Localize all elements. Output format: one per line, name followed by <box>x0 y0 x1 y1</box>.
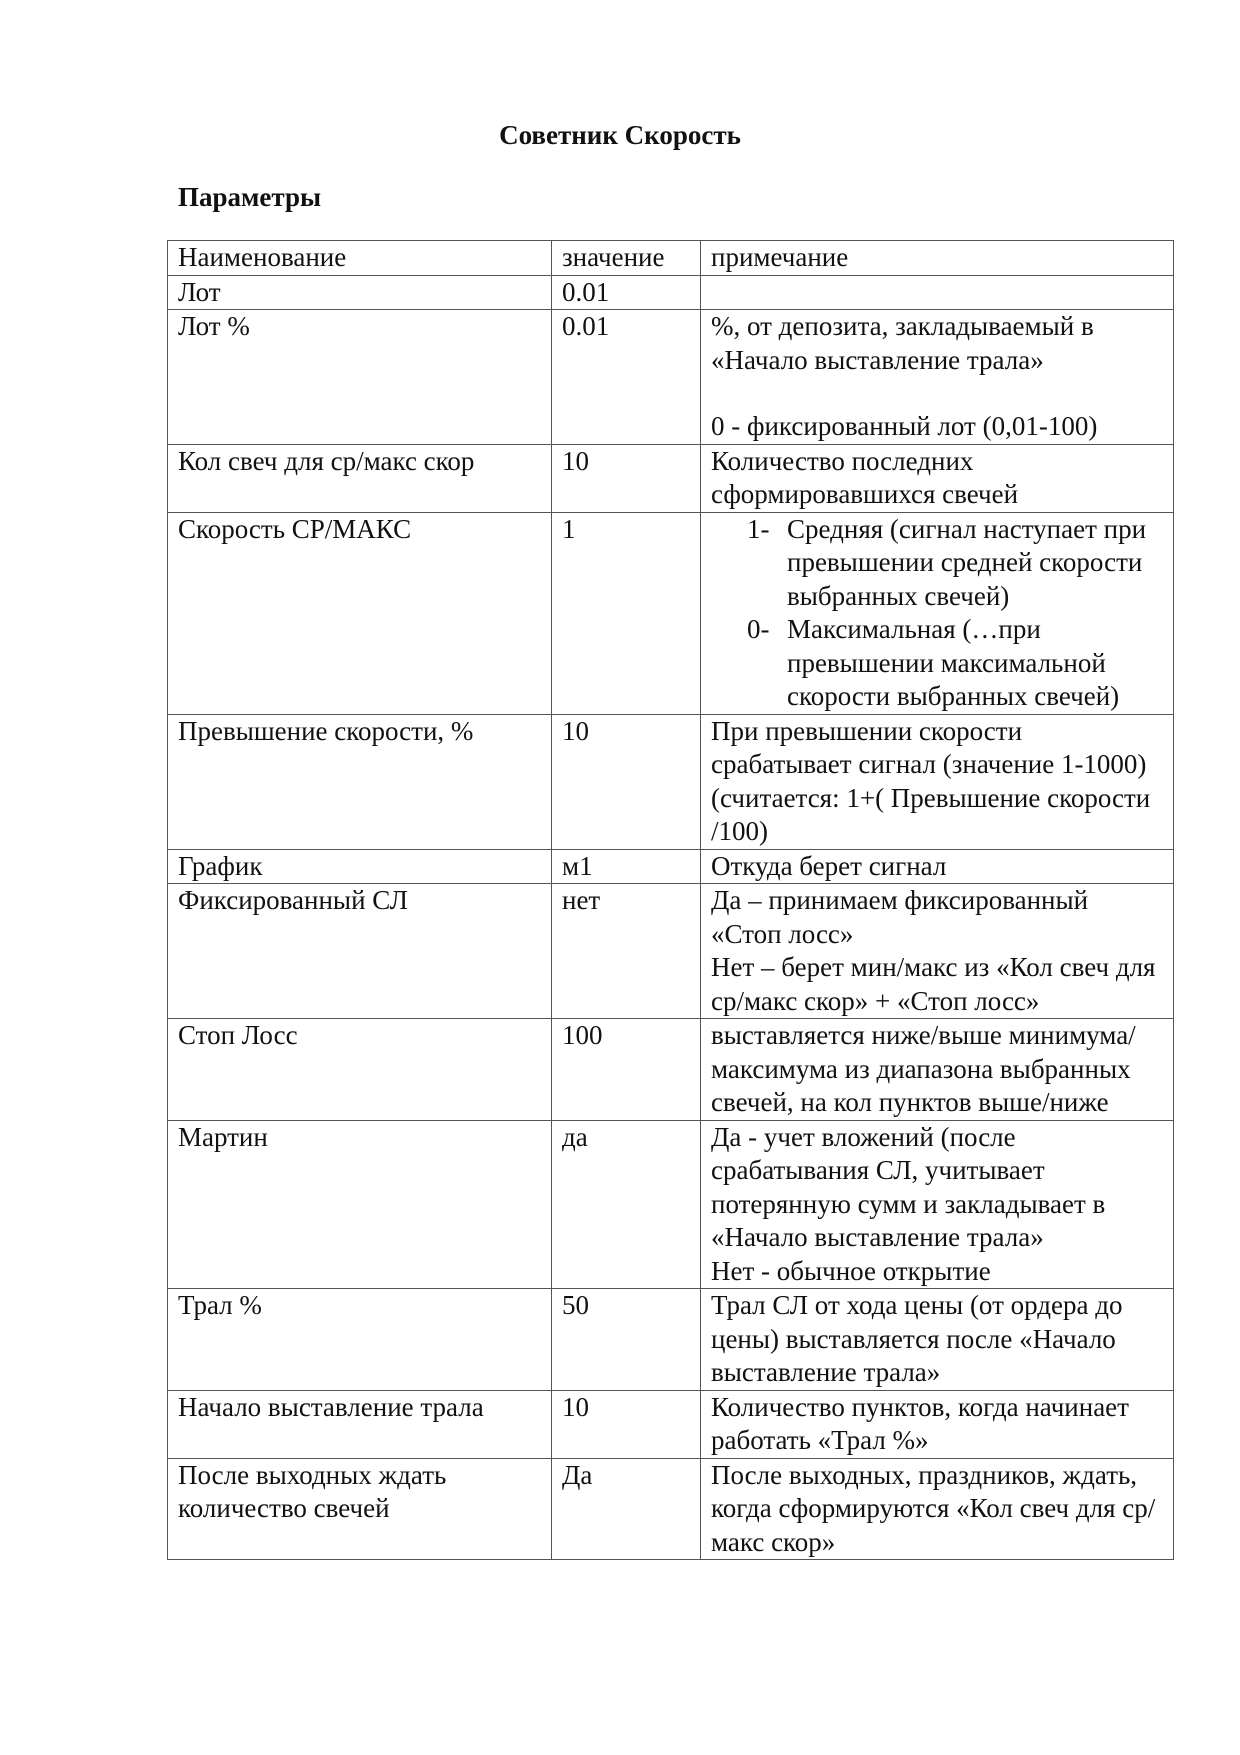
table-row <box>168 512 1174 714</box>
table-row <box>168 444 1174 512</box>
section-heading: Параметры <box>178 182 322 212</box>
note-paragraph: Нет - обычное открытие <box>711 1255 991 1286</box>
param-value: Да <box>552 1458 701 1560</box>
list-marker: 0- <box>747 614 770 644</box>
param-note <box>701 884 1174 1019</box>
note-paragraph: При превышении скорости срабатывает сигнал (значение 1-1000) (считается: 1+( Превышение скорости /100) <box>711 715 1151 846</box>
param-value: 10 <box>552 714 701 849</box>
param-name: Мартин <box>168 1120 552 1289</box>
header-value: значение <box>552 241 701 276</box>
param-note <box>701 1289 1174 1391</box>
param-name: Начало выставление трала <box>168 1390 552 1458</box>
param-value: 10 <box>552 1390 701 1458</box>
param-note <box>701 512 1174 714</box>
note-paragraph: Количество последних сформировавшихся свечей <box>711 445 1019 509</box>
list-text: Максимальная (…при превышении максимальной скорости выбранных свечей) <box>787 614 1120 711</box>
param-value: 100 <box>552 1019 701 1121</box>
param-note <box>701 275 1174 310</box>
param-note <box>701 1120 1174 1289</box>
param-name: Лот % <box>168 310 552 445</box>
list-item <box>711 513 1165 614</box>
param-value: 0.01 <box>552 275 701 310</box>
param-name: График <box>168 849 552 884</box>
note-paragraph: Да – принимаем фиксированный «Стоп лосс» <box>711 885 1089 949</box>
param-name: Трал % <box>168 1289 552 1391</box>
note-paragraph: Откуда берет сигнал <box>711 850 947 881</box>
document-title: Советник Скорость <box>499 120 741 150</box>
list-marker: 1- <box>747 513 770 544</box>
param-note <box>701 1019 1174 1121</box>
param-note <box>701 444 1174 512</box>
param-note <box>701 849 1174 884</box>
list-text: Средняя (сигнал наступает при превышении средней скорости выбранных свечей) <box>787 513 1147 611</box>
table-row <box>168 849 1174 884</box>
param-value: 10 <box>552 444 701 512</box>
param-value: да <box>552 1120 701 1289</box>
table-row <box>168 310 1174 445</box>
param-name: Лот <box>168 275 552 310</box>
note-paragraph: Нет – берет мин/макс из «Кол свеч для ср/макс скор» + «Стоп лосс» <box>711 952 1156 1016</box>
param-name: Фиксированный СЛ <box>168 884 552 1019</box>
table-row <box>168 1019 1174 1121</box>
param-value: нет <box>552 884 701 1019</box>
param-note <box>701 1390 1174 1458</box>
header-name: Наименование <box>168 241 552 276</box>
table-row <box>168 1390 1174 1458</box>
table-row <box>168 1458 1174 1560</box>
note-paragraph: Да - учет вложений (после срабатывания СЛ, учитывает потерянную сумм и закладывает в «Начало выставление трала» <box>711 1121 1106 1252</box>
note-paragraph: выставляется ниже/выше минимума/максимума из диапазона выбранных свечей, на кол пунктов выше/ниже <box>711 1020 1136 1117</box>
param-note <box>701 310 1174 445</box>
param-value: м1 <box>552 849 701 884</box>
table-row <box>168 275 1174 310</box>
note-paragraph: %, от депозита, закладываемый в «Начало выставление трала» <box>711 311 1094 375</box>
param-note <box>701 1458 1174 1560</box>
param-name: Стоп Лосс <box>168 1019 552 1121</box>
list-item <box>711 613 1165 714</box>
param-name: Превышение скорости, % <box>168 714 552 849</box>
note-paragraph: Количество пунктов, когда начинает работать «Трал %» <box>711 1391 1129 1455</box>
param-name: Скорость СР/МАКС <box>168 512 552 714</box>
param-value: 1 <box>552 512 701 714</box>
table-row <box>168 714 1174 849</box>
param-name: Кол свеч для ср/макс скор <box>168 444 552 512</box>
note-paragraph: Трал СЛ от хода цены (от ордера до цены) выставляется после «Начало выставление трала» <box>711 1290 1123 1387</box>
header-note: примечание <box>701 241 1174 276</box>
note-paragraph: После выходных, праздников, ждать, когда сформируются «Кол свеч для ср/макс скор» <box>711 1459 1156 1557</box>
param-name: После выходных ждать количество свечей <box>168 1458 552 1560</box>
table-row <box>168 1289 1174 1391</box>
note-paragraph: 0 - фиксированный лот (0,01-100) <box>711 411 1098 441</box>
note-list <box>711 513 1165 714</box>
parameters-table <box>167 240 1174 1560</box>
param-note <box>701 714 1174 849</box>
table-row <box>168 884 1174 1019</box>
table-header-row <box>168 241 1174 276</box>
param-value: 50 <box>552 1289 701 1391</box>
table-row <box>168 1120 1174 1289</box>
table-body <box>168 275 1174 1560</box>
param-value: 0.01 <box>552 310 701 445</box>
note-spacer <box>711 377 1165 410</box>
